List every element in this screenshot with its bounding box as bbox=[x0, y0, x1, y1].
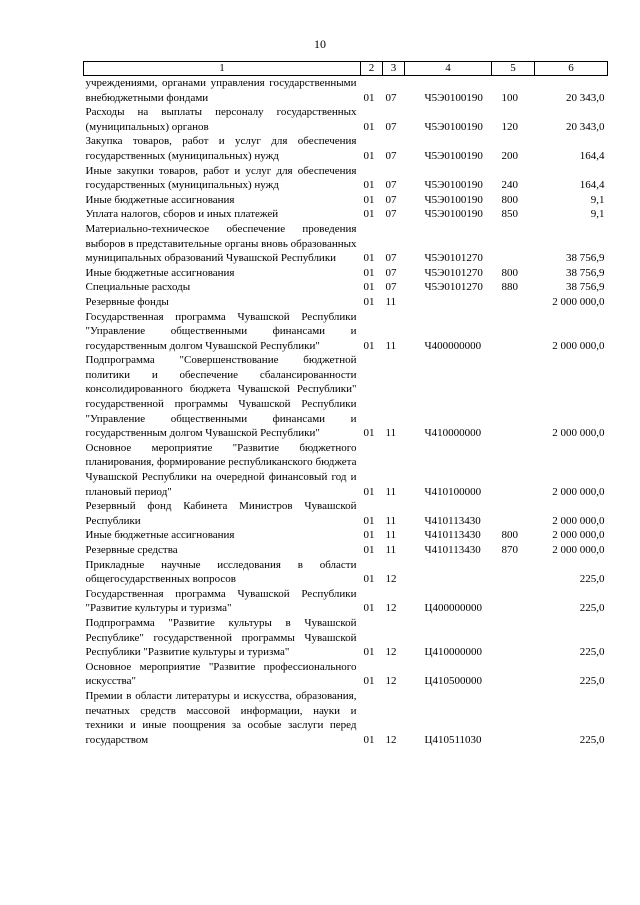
row-section: 01 bbox=[363, 281, 375, 294]
row-amount: 2 000 000,0 bbox=[552, 339, 605, 352]
row-amount: 225,0 bbox=[579, 675, 605, 688]
row-name: Прикладные научные исследования в области общегосударственных вопросов bbox=[85, 558, 357, 586]
row-subsection: 11 bbox=[385, 295, 397, 308]
row-name: Материально-техническое обеспечение проведения выборов в представительные органы вновь образованных муниципальных образований Чувашской Республики bbox=[85, 222, 357, 265]
row-name: Иные закупки товаров, работ и услуг для обеспечения государственных (муниципальных) нужд bbox=[85, 164, 357, 192]
table-row bbox=[84, 105, 608, 134]
row-expense-type: 800 bbox=[501, 529, 518, 542]
row-name: Иные бюджетные ассигнования bbox=[85, 193, 235, 206]
row-name: Закупка товаров, работ и услуг для обеспечения государственных (муниципальных) нужд bbox=[85, 135, 357, 162]
row-section: 01 bbox=[363, 179, 375, 192]
row-amount: 164,4 bbox=[579, 179, 605, 192]
row-name: Подпрограмма "Совершенствование бюджетной политики и обеспечение сбалансированности консолидированного бюджета Чувашской Республики" государственной программы Чувашской Республики "Управление общественными финансами и государственным долгом Чувашской Республики" bbox=[85, 354, 357, 440]
row-expense-type bbox=[492, 587, 535, 616]
row-section: 01 bbox=[363, 252, 375, 265]
table-row bbox=[84, 134, 608, 163]
row-name: Иные бюджетные ассигнования bbox=[85, 529, 235, 542]
row-subsection: 07 bbox=[385, 91, 397, 104]
table-row bbox=[84, 193, 608, 208]
table-row bbox=[84, 222, 608, 266]
row-amount: 2 000 000,0 bbox=[552, 427, 605, 440]
row-section: 01 bbox=[363, 295, 375, 308]
row-subsection: 07 bbox=[385, 252, 397, 265]
row-target-article: Ч5Э0100190 bbox=[424, 149, 483, 162]
table-header-row bbox=[84, 62, 608, 76]
table-row bbox=[84, 280, 608, 295]
row-target-article: Ч5Э0101270 bbox=[424, 281, 483, 294]
row-amount: 2 000 000,0 bbox=[552, 485, 605, 498]
row-amount: 164,4 bbox=[579, 149, 605, 162]
row-name: учреждениями, органами управления государственными внебюджетными фондами bbox=[85, 77, 357, 104]
row-amount: 38 756,9 bbox=[566, 281, 605, 294]
budget-table bbox=[83, 61, 608, 747]
row-amount: 225,0 bbox=[579, 573, 605, 586]
row-section: 01 bbox=[363, 149, 375, 162]
row-amount: 9,1 bbox=[590, 193, 605, 206]
row-amount: 20 343,0 bbox=[566, 120, 605, 133]
row-subsection: 11 bbox=[385, 514, 397, 527]
table-row bbox=[84, 587, 608, 616]
row-name: Государственная программа Чувашской Республики "Развитие культуры и туризма" bbox=[85, 587, 357, 615]
column-header-1: 1 bbox=[84, 62, 361, 76]
row-target-article: Ч5Э0100190 bbox=[424, 120, 483, 133]
row-subsection: 12 bbox=[385, 675, 397, 688]
row-target-article: Ц410500000 bbox=[424, 675, 482, 688]
row-subsection: 07 bbox=[385, 179, 397, 192]
row-subsection: 07 bbox=[385, 281, 397, 294]
row-section: 01 bbox=[363, 485, 375, 498]
table-row bbox=[84, 295, 608, 310]
row-expense-type: 850 bbox=[501, 208, 518, 221]
row-subsection: 11 bbox=[385, 529, 397, 542]
row-expense-type bbox=[492, 441, 535, 499]
row-expense-type bbox=[492, 689, 535, 747]
table-row bbox=[84, 528, 608, 543]
row-subsection: 07 bbox=[385, 149, 397, 162]
row-target-article: Ч410113430 bbox=[424, 529, 481, 542]
row-section: 01 bbox=[363, 514, 375, 527]
row-subsection: 07 bbox=[385, 266, 397, 279]
row-amount: 2 000 000,0 bbox=[552, 295, 605, 308]
row-name: Подпрограмма "Развитие культуры в Чувашской Республике" государственной программы Чувашской Республики "Развитие культуры и туризма" bbox=[85, 616, 357, 659]
row-section: 01 bbox=[363, 646, 375, 659]
row-subsection: 11 bbox=[385, 544, 397, 556]
table-row bbox=[84, 441, 608, 499]
row-expense-type: 880 bbox=[501, 281, 518, 294]
row-section: 01 bbox=[363, 91, 375, 104]
row-expense-type: 200 bbox=[501, 149, 518, 162]
row-target-article: Ч5Э0100190 bbox=[424, 193, 483, 206]
row-target-article: Ч5Э0100190 bbox=[424, 91, 483, 104]
table-row bbox=[84, 266, 608, 281]
row-amount: 2 000 000,0 bbox=[552, 544, 605, 556]
row-subsection: 07 bbox=[385, 120, 397, 133]
row-amount: 38 756,9 bbox=[566, 266, 605, 279]
table-row bbox=[84, 660, 608, 689]
row-expense-type bbox=[492, 499, 535, 528]
table-row bbox=[84, 558, 608, 587]
row-name: Иные бюджетные ассигнования bbox=[85, 266, 235, 279]
table-body bbox=[84, 76, 608, 748]
row-name: Резервный фонд Кабинета Министров Чувашской Республики bbox=[85, 500, 357, 527]
row-target-article: Ч410113430 bbox=[424, 544, 481, 556]
row-target-article: Ч5Э0101270 bbox=[424, 252, 483, 265]
row-section: 01 bbox=[363, 733, 375, 746]
row-target-article: Ч5Э0101270 bbox=[424, 266, 483, 279]
row-name: Резервные средства bbox=[85, 544, 178, 556]
row-expense-type bbox=[492, 660, 535, 689]
row-amount: 38 756,9 bbox=[566, 252, 605, 265]
row-subsection: 07 bbox=[385, 208, 397, 221]
row-section: 01 bbox=[363, 573, 375, 586]
row-section: 01 bbox=[363, 120, 375, 133]
row-section: 01 bbox=[363, 193, 375, 206]
row-amount: 2 000 000,0 bbox=[552, 529, 605, 542]
row-amount: 225,0 bbox=[579, 602, 605, 615]
row-expense-type: 870 bbox=[501, 544, 518, 556]
row-subsection: 07 bbox=[385, 193, 397, 206]
row-subsection: 12 bbox=[385, 602, 397, 615]
row-section: 01 bbox=[363, 544, 375, 556]
row-amount: 20 343,0 bbox=[566, 91, 605, 104]
table-row bbox=[84, 207, 608, 222]
row-target-article bbox=[405, 295, 492, 310]
row-subsection: 12 bbox=[385, 733, 397, 746]
row-expense-type: 800 bbox=[501, 266, 518, 279]
row-target-article: Ч410000000 bbox=[424, 427, 482, 440]
row-target-article: Ч400000000 bbox=[424, 339, 482, 352]
table-row bbox=[84, 499, 608, 528]
row-expense-type bbox=[492, 616, 535, 660]
row-expense-type bbox=[492, 222, 535, 266]
row-expense-type: 800 bbox=[501, 193, 518, 206]
row-subsection: 11 bbox=[385, 427, 397, 440]
row-target-article bbox=[405, 558, 492, 587]
row-target-article: Ц410511030 bbox=[424, 733, 482, 746]
row-target-article: Ч5Э0100190 bbox=[424, 208, 483, 221]
row-target-article: Ч5Э0100190 bbox=[424, 179, 483, 192]
row-subsection: 12 bbox=[385, 573, 397, 586]
row-section: 01 bbox=[363, 602, 375, 615]
row-section: 01 bbox=[363, 529, 375, 542]
row-section: 01 bbox=[363, 339, 375, 352]
column-header-5: 5 bbox=[492, 62, 535, 76]
row-subsection: 12 bbox=[385, 646, 397, 659]
row-name: Основное мероприятие "Развитие профессионального искусства" bbox=[85, 660, 357, 688]
row-section: 01 bbox=[363, 208, 375, 221]
row-name: Премии в области литературы и искусства, образования, печатных средств массовой информации, науки и техники и иные поощрения за особые заслуги перед государством bbox=[85, 689, 357, 746]
row-target-article: Ч410100000 bbox=[424, 485, 482, 498]
row-name: Государственная программа Чувашской Республики "Управление общественными финансами и государственным долгом Чувашской Республики" bbox=[85, 310, 357, 352]
row-expense-type bbox=[492, 310, 535, 354]
row-expense-type bbox=[492, 295, 535, 310]
table-row bbox=[84, 310, 608, 354]
table-row bbox=[84, 76, 608, 106]
row-expense-type bbox=[492, 558, 535, 587]
row-target-article: Ч410113430 bbox=[424, 514, 481, 527]
row-target-article: Ц400000000 bbox=[424, 602, 482, 615]
table-row bbox=[84, 616, 608, 660]
column-header-2: 2 bbox=[361, 62, 383, 76]
row-subsection: 11 bbox=[385, 339, 397, 352]
row-expense-type bbox=[492, 353, 535, 441]
table-row bbox=[84, 164, 608, 193]
row-expense-type: 100 bbox=[501, 91, 518, 104]
row-expense-type: 120 bbox=[501, 120, 518, 133]
row-amount: 9,1 bbox=[590, 208, 605, 221]
row-target-article: Ц410000000 bbox=[424, 646, 482, 659]
table-row bbox=[84, 543, 608, 558]
column-header-3: 3 bbox=[383, 62, 405, 76]
row-name: Расходы на выплаты персоналу государственных (муниципальных) органов bbox=[85, 106, 357, 133]
row-amount: 225,0 bbox=[579, 733, 605, 746]
row-name: Основное мероприятие "Развитие бюджетного планирования, формирование республиканского бюджета Чувашской Республики на очередной финансовый год и плановый период" bbox=[85, 441, 357, 498]
row-section: 01 bbox=[363, 427, 375, 440]
row-amount: 225,0 bbox=[579, 646, 605, 659]
row-name: Специальные расходы bbox=[85, 281, 191, 294]
row-amount: 2 000 000,0 bbox=[552, 514, 605, 527]
row-subsection: 11 bbox=[385, 485, 397, 498]
column-header-6: 6 bbox=[535, 62, 608, 76]
table-row bbox=[84, 353, 608, 441]
row-section: 01 bbox=[363, 675, 375, 688]
table-row bbox=[84, 689, 608, 747]
row-name: Резервные фонды bbox=[85, 295, 169, 308]
row-section: 01 bbox=[363, 266, 375, 279]
row-expense-type: 240 bbox=[501, 179, 518, 192]
column-header-4: 4 bbox=[405, 62, 492, 76]
row-name: Уплата налогов, сборов и иных платежей bbox=[85, 208, 279, 221]
page-number: 10 bbox=[314, 37, 326, 51]
